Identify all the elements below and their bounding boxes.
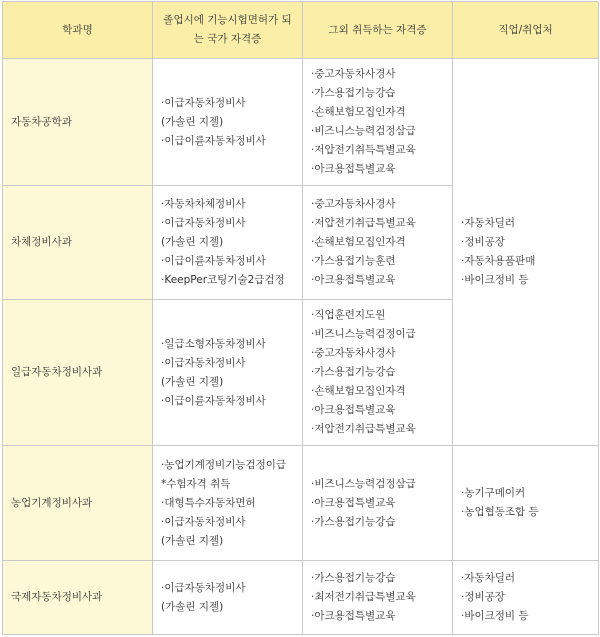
other-cert-item: ·손해보험모집인자격 [311,106,406,118]
dept-name: 국제자동차정비사과 [3,561,153,635]
license-item: ·이급이륜자동차정비사 [161,394,266,407]
license-item: ·이급자동차정비사 [161,581,246,594]
job-item: ·바이크정비 등 [461,610,529,622]
other-cert-item: ·아크용접특별교육 [311,610,396,622]
other-cert-cell [303,186,453,300]
job-cell [453,59,599,446]
job-item: ·정비공장 [461,591,505,603]
dept-name: 자동차공학과 [3,59,153,186]
license-item: ·자동차차체정비사 [161,198,246,210]
other-cert-cell [303,561,453,635]
other-cert-cell [303,59,453,186]
other-cert-item: ·가스용접기능훈련 [311,255,396,267]
dept-name: 농업기계정비사과 [3,446,153,561]
header-row [3,2,599,59]
other-cert-item: ·비즈니스능력검정이급 [311,328,416,340]
job-item: ·자동차딜러 [461,217,516,229]
dept-name: 차체정비사과 [3,186,153,300]
other-cert-item: ·아크용접특별교육 [311,163,396,175]
other-cert-item: ·아크용접특별교육 [311,274,396,286]
license-item: *수험자격 취득 [161,477,231,490]
other-cert-item: ·저압전기취급특별교육 [311,423,416,435]
license-item: ·이급자동차정비사 [161,515,246,528]
other-cert-item: ·손해보험모집인자격 [311,385,406,397]
license-cell [153,300,303,446]
license-item: (가솔린 지젤) [161,115,224,128]
license-item: ·이급자동차정비사 [161,217,246,229]
header-dept: 학과명 [3,2,153,59]
license-cell [153,186,303,300]
license-cell [153,561,303,635]
other-cert-item: ·비즈니스능력검정삼급 [311,125,416,137]
license-item: ·KeepPer코팅기술2급검정 [161,274,285,286]
job-cell [453,561,599,635]
license-item: ·이급자동차정비사 [161,96,246,109]
other-cert-item: ·직업훈련지도원 [311,309,386,321]
job-item: ·농기구메이커 [461,487,526,499]
other-cert-item: ·비즈니스능력검정삼급 [311,477,416,490]
header-other: 그외 취득하는 자격증 [303,2,453,59]
license-item: ·일급소형자동차정비사 [161,337,266,350]
other-cert-item: ·최저전기취급특별교육 [311,591,416,603]
other-cert-item: ·중고자동차사경사 [311,68,396,80]
job-cell [453,446,599,561]
license-item: ·이급이륜자동차정비사 [161,255,266,267]
other-cert-item: ·중고자동차사경사 [311,347,396,359]
license-item: (가솔린 지젤) [161,600,224,613]
license-item: (가솔린 지젤) [161,375,224,388]
license-item: ·이급이륜자동차정비사 [161,134,266,147]
other-cert-item: ·가스용접기능강습 [311,366,396,378]
license-item: ·이급자동차정비사 [161,356,246,369]
license-item: (가솔린 지젤) [161,534,224,547]
license-item: ·대형특수자동차면허 [161,496,256,509]
qualification-table [2,1,599,635]
header-license: 졸업시에 기능시험면허가 되는 국가 자격증 [153,2,303,59]
other-cert-cell [303,300,453,446]
other-cert-item: ·가스용접기능강습 [311,87,396,99]
job-item: ·자동차용품판매 [461,255,536,267]
job-item: ·정비공장 [461,236,505,248]
job-item: ·바이크정비 등 [461,274,529,286]
license-cell [153,446,303,561]
other-cert-item: ·가스용접기능강습 [311,515,396,528]
table-row [3,561,599,635]
other-cert-item: ·아크용접특별교육 [311,496,396,509]
license-item: ·농업기계정비기능검정이급 [161,458,287,471]
table-row [3,59,599,186]
other-cert-item: ·가스용접기능강습 [311,572,396,584]
header-job: 직업/취업처 [453,2,599,59]
dept-name: 일급자동차정비사과 [3,300,153,446]
other-cert-item: ·아크용접특별교육 [311,404,396,416]
license-item: (가솔린 지젤) [161,236,224,248]
other-cert-cell [303,446,453,561]
job-item: ·자동차딜러 [461,572,516,584]
table-row [3,446,599,561]
license-cell [153,59,303,186]
job-item: ·농업협동조합 등 [461,506,539,518]
other-cert-item: ·손해보험모집인자격 [311,236,406,248]
other-cert-item: ·저압전기취급특별교육 [311,217,416,229]
other-cert-item: ·저압전기취득특별교육 [311,144,416,156]
other-cert-item: ·중고자동차사경사 [311,198,396,210]
